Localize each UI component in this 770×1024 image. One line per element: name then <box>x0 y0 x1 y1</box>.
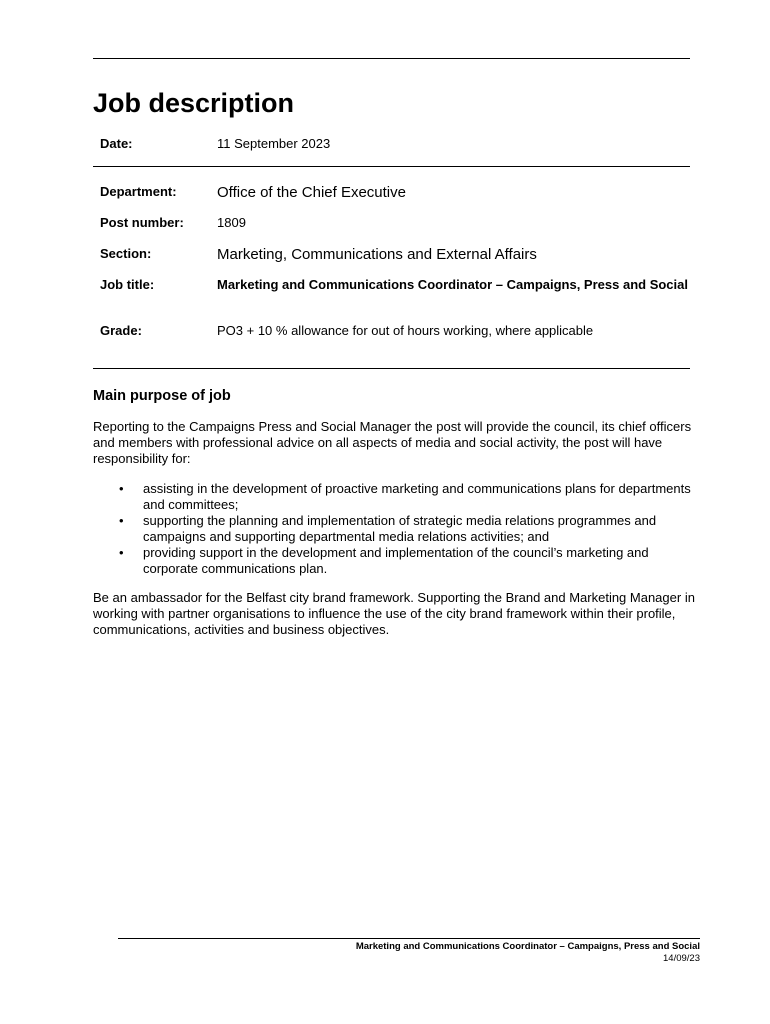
list-item <box>93 513 703 545</box>
bullet-icon: • <box>119 545 124 560</box>
bullet-icon: • <box>119 481 124 496</box>
date-label: Date: <box>100 136 133 151</box>
main-purpose-closing: Be an ambassador for the Belfast city brand framework. Supporting the Brand and Marketing Manager in working with partner organisations to influence the use of the city brand framework within their profile, communications, activities and business objectives. <box>93 590 695 637</box>
department-label: Department: <box>100 184 177 199</box>
top-rule <box>93 58 690 59</box>
main-purpose-intro: Reporting to the Campaigns Press and Social Manager the post will provide the council, its chief officers and members with professional advice on all aspects of media and social activity, the post will have responsibility for: <box>93 419 692 466</box>
grade-value: PO3 + 10 % allowance for out of hours working, where applicable <box>217 323 594 338</box>
details-divider <box>93 368 690 369</box>
list-item <box>93 545 703 577</box>
footer-title: Marketing and Communications Coordinator – Campaigns, Press and Social <box>355 941 700 952</box>
footer-rule <box>118 938 700 939</box>
list-item-text: assisting in the development of proactive marketing and communications plans for departments and committees; <box>143 481 691 512</box>
page-title: Job description <box>93 88 295 118</box>
section-value: Marketing, Communications and External Affairs <box>217 246 537 263</box>
grade-label: Grade: <box>100 323 142 338</box>
list-item-text: providing support in the development and implementation of the council’s marketing and corporate communications plan. <box>143 545 649 576</box>
department-value: Office of the Chief Executive <box>217 184 406 201</box>
job-title-value: Marketing and Communications Coordinator – Campaigns, Press and Social <box>217 277 688 292</box>
list-item-text: supporting the planning and implementation of strategic media relations programmes and campaigns and supporting departmental media relations activities; and <box>143 513 657 544</box>
post-number-value: 1809 <box>217 215 246 230</box>
list-item <box>93 481 703 513</box>
job-title-label: Job title: <box>100 277 155 292</box>
responsibility-list <box>93 481 703 577</box>
footer-date: 14/09/23 <box>663 953 700 964</box>
date-divider <box>93 166 690 167</box>
bullet-icon: • <box>119 513 124 528</box>
section-label: Section: <box>100 246 152 261</box>
date-value: 11 September 2023 <box>217 136 331 151</box>
main-purpose-heading: Main purpose of job <box>93 388 231 404</box>
post-number-label: Post number: <box>100 215 184 230</box>
